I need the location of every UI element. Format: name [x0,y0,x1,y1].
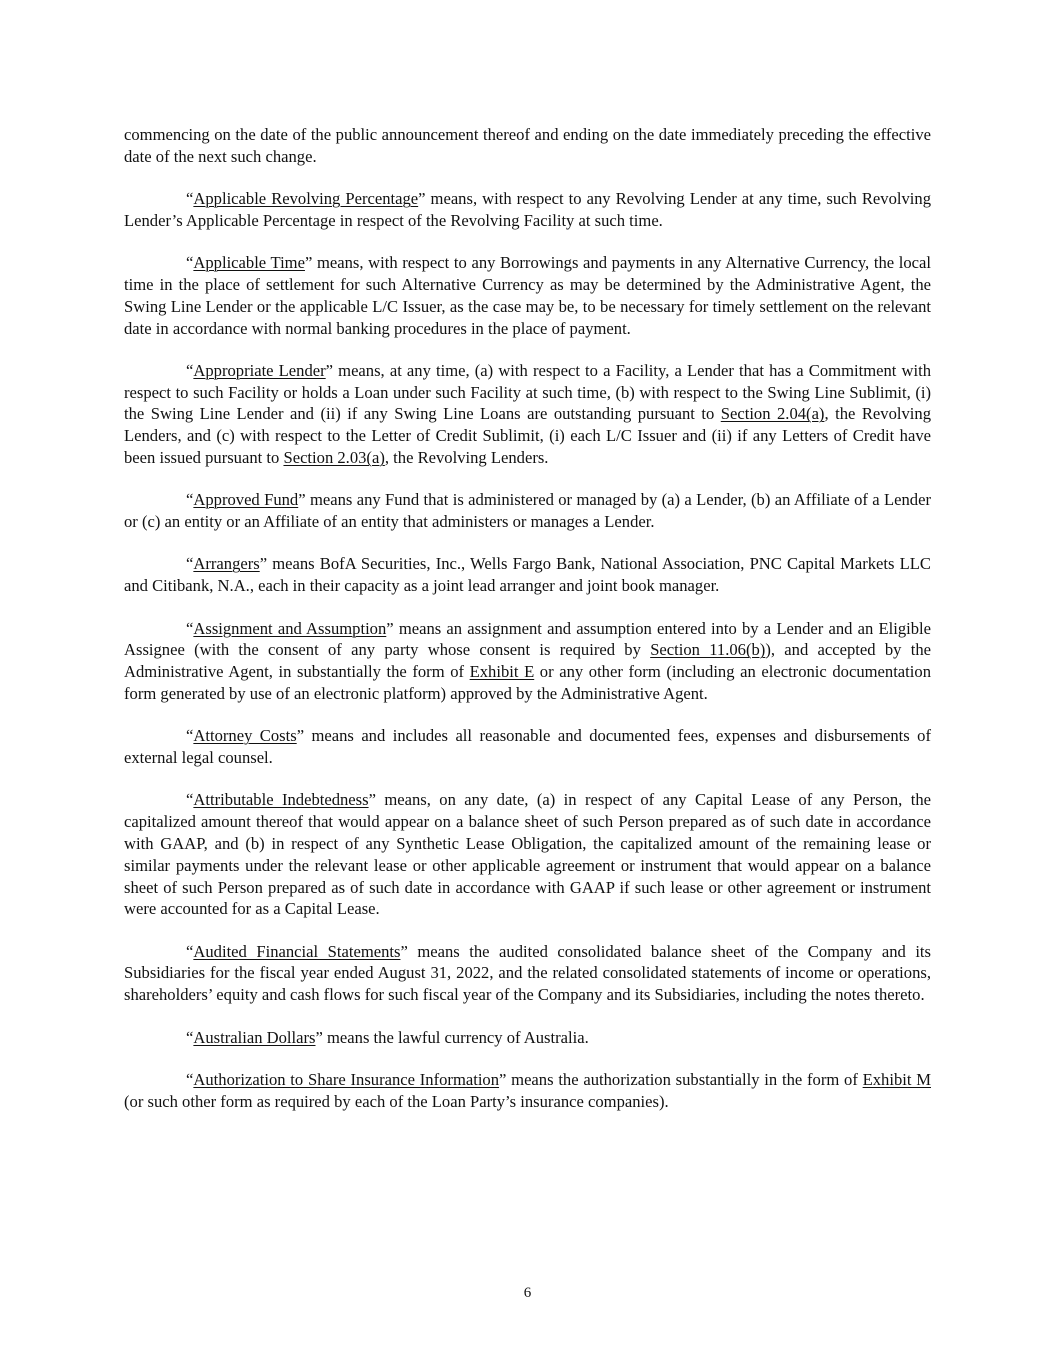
cross-reference: Exhibit M [862,1069,931,1089]
definition-paragraph-continuation [124,124,931,168]
paragraph-text: “ [186,360,194,380]
definition-paragraph-attributable-indebtedness [124,789,931,920]
paragraph-text: “ [186,790,194,810]
definition-paragraph-australian-dollars [124,1027,931,1049]
cross-reference: Section 2.04(a) [720,404,825,424]
definition-paragraph-applicable-revolving-percentage [124,188,931,232]
paragraph-text: or any other form (including an electronic documentation form generated by use of an electronic platform) approved by the Administrative Agent. [124,662,931,703]
paragraph-text: “ [186,1027,194,1047]
defined-term: Arrangers [193,554,260,574]
page-number: 6 [523,1285,532,1301]
definition-paragraph-applicable-time [124,252,931,339]
paragraph-text: “ [186,618,194,638]
defined-term: Approved Fund [193,490,299,510]
cross-reference: Section 11.06(b) [650,640,766,660]
document-page [124,124,931,1133]
cross-reference: Exhibit E [469,662,535,682]
defined-term: Applicable Time [193,253,305,273]
definition-paragraph-authorization-to-share-insurance-information [124,1069,931,1113]
cross-reference: Section 2.03(a) [283,448,385,468]
paragraph-text: , the Revolving Lenders. [384,448,549,468]
paragraph-text: “ [186,941,194,961]
paragraph-text: ), and accepted by the Administrative Agent, in substantially the form of [124,640,932,682]
defined-term: Appropriate Lender [193,360,326,380]
paragraph-text: commencing on the date of the public announcement thereof and ending on the date immediately preceding the effective date of the next such change. [124,125,931,166]
defined-term: Applicable Revolving Percentage [193,189,419,209]
paragraph-text: (or such other form as required by each of the Loan Party’s insurance companies). [124,1091,669,1111]
paragraph-text: ” means the audited consolidated balance sheet of the Company and its Subsidiaries for the fiscal year ended August 31, 2022, and the related consolidated statements of income or operations, shareholders’ equity and cash flows for such fiscal year of the Company and its Subsidiaries, including the notes thereto. [124,941,931,1005]
definition-paragraph-assignment-and-assumption [124,618,931,705]
defined-term: Authorization to Share Insurance Information [193,1069,500,1089]
paragraph-text: ” means and includes all reasonable and documented fees, expenses and disbursements of external legal counsel. [124,726,931,768]
paragraph-text: ” means, with respect to any Borrowings and payments in any Alternative Currency, the local time in the place of settlement for such Alternative Currency as may be determined by the Administrative Agent, the Swing Line Lender or the applicable L/C Issuer, as the case may be, to be necessary for timely settlement on the relevant date in accordance with normal banking procedures in the place of payment. [124,253,931,338]
paragraph-text: ” means BofA Securities, Inc., Wells Fargo Bank, National Association, PNC Capital Markets LLC and Citibank, N.A., each in their capacity as a joint lead arranger and joint book manager. [124,554,931,596]
paragraph-text: ” means the lawful currency of Australia. [315,1027,589,1047]
definition-paragraph-arrangers [124,553,931,597]
paragraph-text: “ [186,253,194,273]
paragraph-text: “ [186,554,194,574]
paragraph-text: ” means the authorization substantially in the form of [499,1069,863,1089]
paragraph-text: , the Revolving Lenders, and (c) with respect to the Letter of Credit Sublimit, (i) each L/C Issuer and (ii) if any Letters of Credit have been issued pursuant to [124,404,931,468]
paragraph-text: ” means, with respect to any Revolving Lender at any time, such Revolving Lender’s Applicable Percentage in respect of the Revolving Facility at such time. [124,189,931,230]
definition-paragraph-attorney-costs [124,725,931,769]
definition-paragraph-appropriate-lender [124,360,931,469]
paragraph-text: ” means an assignment and assumption entered into by a Lender and an Eligible Assignee (with the consent of any party whose consent is required by [124,618,931,660]
paragraph-text: “ [186,490,194,510]
paragraph-text: “ [186,189,194,209]
definition-paragraph-approved-fund [124,489,931,533]
defined-term: Attributable Indebtedness [193,790,369,810]
paragraph-text: ” means, at any time, (a) with respect to a Facility, a Lender that has a Commitment with respect to such Facility or holds a Loan under such Facility at such time, (b) with respect to the Swing Line Sublimit, (i) the Swing Line Lender and (ii) if any Swing Line Loans are outstanding pursuant to [124,360,932,424]
paragraph-text: ” means, on any date, (a) in respect of any Capital Lease of any Person, the capitalized amount thereof that would appear on a balance sheet of such Person prepared as of such date in accordance with GAAP, and (b) in respect of any Synthetic Lease Obligation, the capitalized amount of the remaining lease or similar payments under the relevant lease or other applicable agreement or instrument that would appear on a balance sheet of such Person prepared as of such date in accordance with GAAP if such lease or other agreement or instrument were accounted for as a Capital Lease. [124,790,931,919]
defined-term: Australian Dollars [193,1027,316,1047]
paragraph-text: ” means any Fund that is administered or managed by (a) a Lender, (b) an Affiliate of a Lender or (c) an entity or an Affiliate of an entity that administers or manages a Lender. [124,490,931,532]
paragraph-text: “ [186,1069,194,1089]
definition-paragraph-audited-financial-statements [124,941,931,1006]
defined-term: Audited Financial Statements [193,941,401,961]
defined-term: Attorney Costs [193,726,297,746]
defined-term: Assignment and Assumption [193,618,387,638]
paragraph-text: “ [186,726,194,746]
